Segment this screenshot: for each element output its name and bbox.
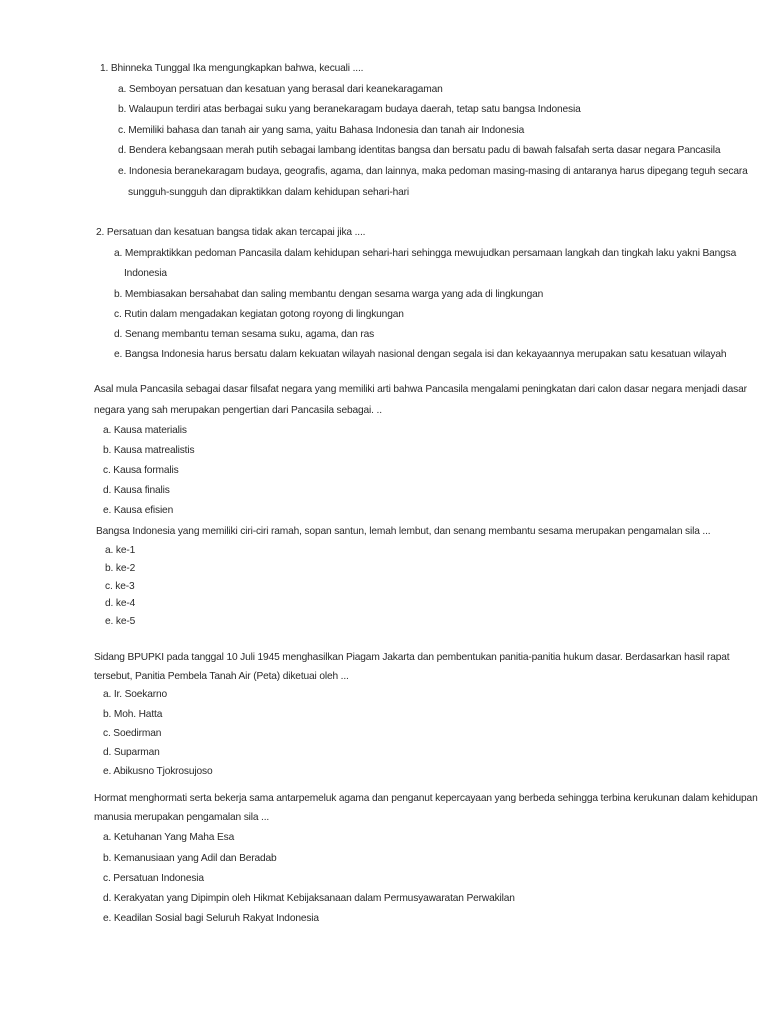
question-1-option-e-continued: sungguh-sungguh dan dipraktikkan dalam kehidupan sehari-hari [128,187,409,198]
question-1-stem: 1. Bhinneka Tunggal Ika mengungkapkan bahwa, kecuali .... [100,63,364,74]
question-1-option-c: c. Memiliki bahasa dan tanah air yang sama, yaitu Bahasa Indonesia dan tanah air Indonesia [118,125,525,136]
question-6-option-d: d. Kerakyatan yang Dipimpin oleh Hikmat Kebijaksanaan dalam Permusyawaratan Perwakilan [103,893,515,904]
question-2-option-c: c. Rutin dalam mengadakan kegiatan gotong royong di lingkungan [114,309,404,320]
question-5-option-e: e. Abikusno Tjokrosujoso [103,766,213,777]
question-4-option-d: d. ke-4 [105,598,136,609]
question-5-option-b: b. Moh. Hatta [103,709,163,720]
question-2-option-a: a. Mempraktikkan pedoman Pancasila dalam kehidupan sehari-hari sehingga mewujudkan persamaan langkah dan tingkah laku yakni Bangsa [114,248,737,259]
question-5-option-c: c. Soedirman [103,728,162,739]
question-2-option-e: e. Bangsa Indonesia harus bersatu dalam kekuatan wilayah nasional dengan segala isi dan kekayaannya merupakan satu kesatuan wilayah [114,349,727,360]
question-3-stem-line-2: negara yang sah merupakan pengertian dari Pancasila sebagai. .. [94,405,382,416]
question-1-option-a: a. Semboyan persatuan dan kesatuan yang berasal dari keanekaragaman [118,84,443,95]
question-4-option-a: a. ke-1 [105,545,136,556]
question-3-option-e: e. Kausa efisien [103,505,174,516]
question-3-option-a: a. Kausa materialis [103,425,187,436]
question-3-stem-line-1: Asal mula Pancasila sebagai dasar filsafat negara yang memiliki arti bahwa Pancasila mengalami peningkatan dari calon dasar negara menjadi dasar [94,384,747,395]
question-6-option-a: a. Ketuhanan Yang Maha Esa [103,832,235,843]
question-2-option-d: d. Senang membantu teman sesama suku, agama, dan ras [114,329,375,340]
question-4-stem: Bangsa Indonesia yang memiliki ciri-ciri ramah, sopan santun, lemah lembut, dan senang membantu sesama merupakan pengamalan sila ... [96,526,711,537]
question-6-stem-line-1: Hormat menghormati serta bekerja sama antarpemeluk agama dan penganut kepercayaan yang berbeda sehingga terbina kerukunan dalam kehidupan [94,793,758,804]
question-2-option-b: b. Membiasakan bersahabat dan saling membantu dengan sesama warga yang ada di lingkungan [114,289,544,300]
question-4-option-b: b. ke-2 [105,563,136,574]
question-5-option-a: a. Ir. Soekarno [103,689,168,700]
question-1-option-e: e. Indonesia beranekaragam budaya, geografis, agama, dan lainnya, maka pedoman masing-masing di antaranya harus dipegang teguh secara [118,166,748,177]
question-6-option-e: e. Keadilan Sosial bagi Seluruh Rakyat Indonesia [103,913,319,924]
question-6-option-b: b. Kemanusiaan yang Adil dan Beradab [103,853,277,864]
question-3-option-c: c. Kausa formalis [103,465,179,476]
question-5-option-d: d. Suparman [103,747,160,758]
question-6-stem-line-2: manusia merupakan pengamalan sila ... [94,812,270,823]
question-3-option-b: b. Kausa matrealistis [103,445,195,456]
question-1-option-d: d. Bendera kebangsaan merah putih sebagai lambang identitas bangsa dan bersatu padu di bawah falsafah serta dasar negara Pancasila [118,145,721,156]
question-1-option-b: b. Walaupun terdiri atas berbagai suku yang beranekaragam budaya daerah, tetap satu bangsa Indonesia [118,104,581,115]
question-4-option-e: e. ke-5 [105,616,136,627]
question-5-stem-line-2: tersebut, Panitia Pembela Tanah Air (Peta) diketuai oleh ... [94,671,349,682]
question-6-option-c: c. Persatuan Indonesia [103,873,204,884]
question-3-option-d: d. Kausa finalis [103,485,170,496]
question-2-option-a-continued: Indonesia [124,268,167,279]
question-2-stem: 2. Persatuan dan kesatuan bangsa tidak akan tercapai jika .... [96,227,366,238]
question-4-option-c: c. ke-3 [105,581,135,592]
question-5-stem-line-1: Sidang BPUPKI pada tanggal 10 Juli 1945 menghasilkan Piagam Jakarta dan pembentukan panitia-panitia hukum dasar. Berdasarkan hasil rapat [94,652,730,663]
